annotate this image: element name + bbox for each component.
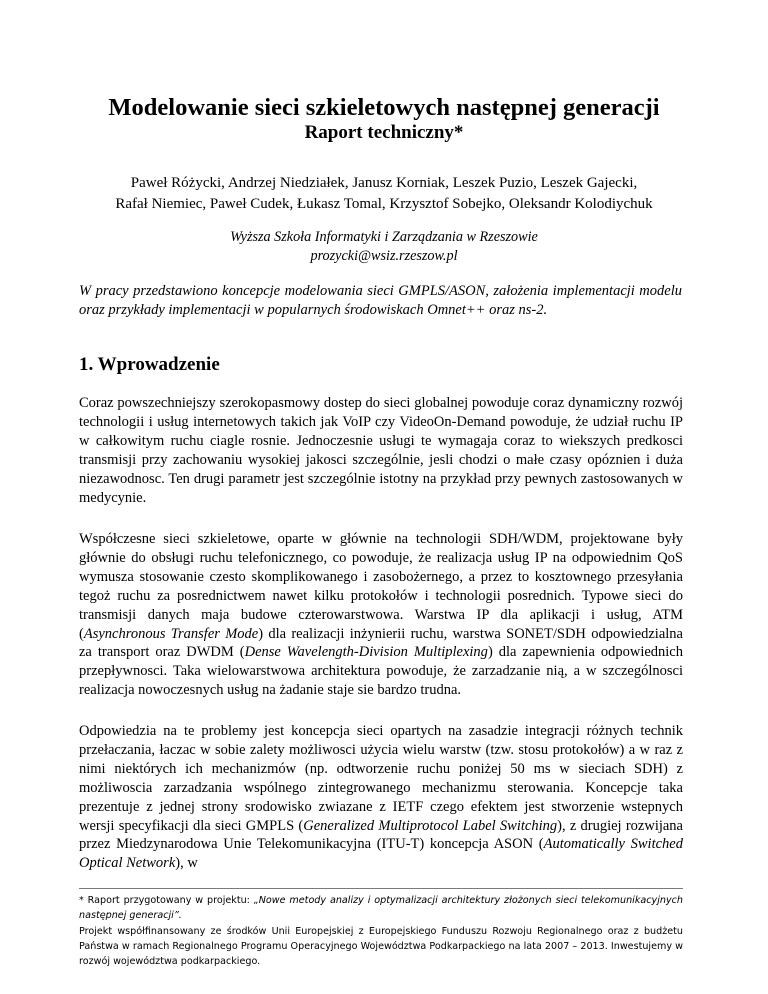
authors-line-2: Rafał Niemiec, Paweł Cudek, Łukasz Tomal, Krzysztof Sobejko, Oleksandr Kolodiychuk [115,196,653,212]
abstract: W pracy przedstawiono koncepcje modelowania sieci GMPLS/ASON, założenia implementacji modelu oraz przykłady implementacji w popularnych środowiskach Omnet++ oraz ns-2. [79,283,682,318]
footnote-1-prefix: * Raport przygotowany w projektu: [79,895,254,906]
paper-subtitle: Raport techniczny* [304,122,464,143]
authors-line-1: Paweł Różycki, Andrzej Niedziałek, Janusz Korniak, Leszek Puzio, Leszek Gajecki, [130,175,638,191]
footnote-divider [79,888,683,889]
paragraph-3-term-ason: Automatically Switched Optical Network [79,836,683,872]
paragraph-3-term-gmpls: Generalized Multiprotocol Label Switching [303,817,558,834]
paragraph-1: Coraz powszechniejszy szerokopasmowy dostep do sieci globalnej powoduje coraz dynamiczny rozwój technologii i usług internetowych takich jak VoIP czy VideoOn-Demand powoduje, że udział ruchu IP w całkowitym ruchu ciagle rosnie. Jednoczesnie usługi te wymagaja coraz to wiekszych predkosci transmisji przy zachowaniu wysokiej jakosci szczególnie, jesli chodzi o małe czasy opóznien i duża niezawodnosc. Ten drugi parametr jest szczególnie istotny na przykład przy pewnych zastosowanych w medycynie. [79,395,683,506]
footnote-1-project-title: „Nowe metody analizy i optymalizacji architektury złożonych sieci telekomunikacyjnych następnej generacji”. [79,895,683,921]
footnote-1 [79,893,683,923]
paragraph-2-text-a: Współczesne sieci szkieletowe, oparte w głównie na technologii SDH/WDM, projektowane były głównie do obsługi ruchu telefonicznego, co powoduje, że realizacja usług IP na odpowiednim QoS wymusza stosowanie czesto skomplikowanego i zasobożernego, a przez to kosztownego przesyłania tegoż ruchu za posrednictwem nawet kilku protokołów i technologii posrednich. Typowe sieci do transmisji danych maja budowe czterowarstwowa. Warstwa IP dla aplikacji i usług, ATM ( [79,531,683,642]
paragraph-2-term-atm: Asynchronous Transfer Mode [83,625,259,642]
paragraph-3-text-a: Odpowiedzia na te problemy jest koncepcja sieci opartych na zasadzie integracji różnych technik przełaczania, łaczac w sobie zalety możliwosci użycia wielu warstw (tzw. stosu protokołów) a w raz z nimi niektórych ich mechanizmów (np. odtworzenie ruchu poniżej 50 ms w sieciach SDH) z możliwoscia zarzadzania wspólnego zintegrowanego mechanizmu sterowania. Koncepcje taka prezentuje z jednej strony srodowisko zwiazane z IETF czego efektem jest stworzenie wstepnych wersji specyfikacji dla sieci GMPLS ( [79,723,683,834]
paragraph-2-text-e: ) dla zapewnienia odpowiednich przepływnosci. Taka wielowarstwowa architektura powoduje, że zarzadzanie nią, a w szczególnosci realizacja nowoczesnych usług na żadanie staje sie bardzo trudna. [79,644,683,699]
paragraph-2 [79,530,683,700]
author-email: prozycki@wsiz.rzeszow.pl [310,248,458,264]
affiliation: Wyższa Szkoła Informatyki i Zarządzania w Rzeszowie [230,229,538,245]
footnote-2: Projekt współfinansowany ze środków Unii Europejskiej z Europejskiego Funduszu Rozwoju Regionalnego oraz z budżetu Państwa w ramach Regionalnego Programu Operacyjnego Województwa Podkarpackiego na lata 2007 – 2013. Inwestujemy w rozwój województwa podkarpackiego. [79,926,683,967]
author-list [60,173,708,215]
paragraph-2-text-c: ) dla realizacji inżynierii ruchu, warstwa SONET/SDH odpowiedzialna za transport oraz DWDM ( [79,625,683,661]
paragraph-3-text-e: ), w [175,855,198,872]
paper-title: Modelowanie sieci szkieletowych następnej generacji [108,94,660,121]
paragraph-3-text-c: ), z drugiej rozwijana przez Miedzynarodowa Unie Telekomunikacyjna (ITU-T) koncepcja ASON ( [79,817,683,853]
paragraph-3 [79,722,683,873]
affiliation-block [0,228,768,266]
paragraph-2-term-dwdm: Dense Wavelength-Division Multiplexing [244,644,488,661]
section-heading: 1. Wprowadzenie [79,354,220,375]
